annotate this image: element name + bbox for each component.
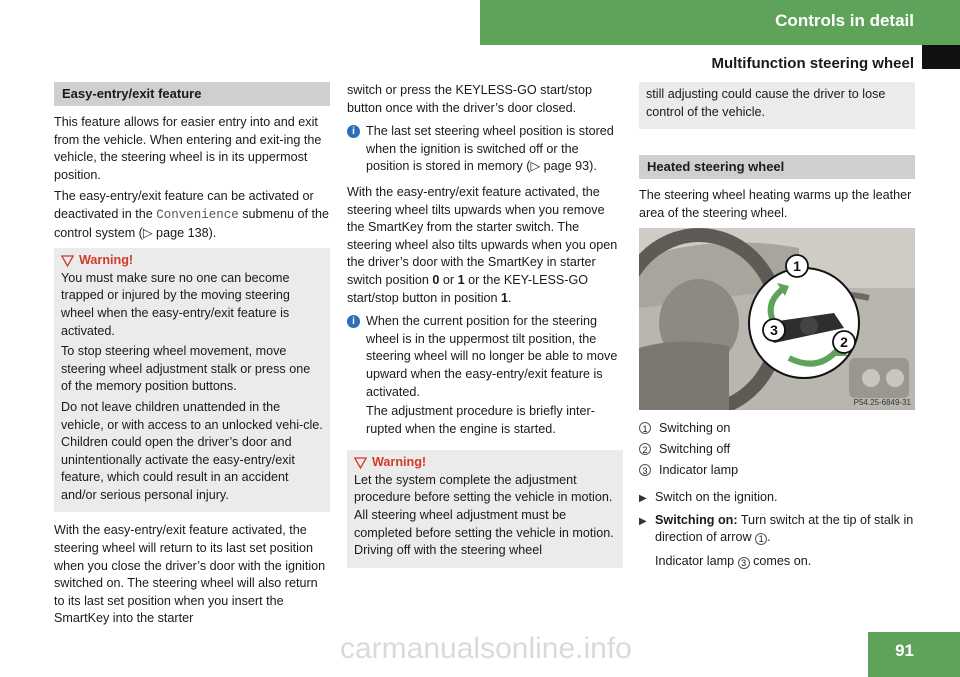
step-arrow-icon: ▶	[639, 493, 647, 505]
warning-heading	[61, 252, 323, 270]
step	[639, 512, 915, 575]
photo-reference: P54.25-6849-31	[853, 398, 911, 408]
paragraph: The steering wheel heating warms up the leather area of the steering wheel.	[639, 188, 912, 220]
legend-item	[639, 420, 915, 438]
warning-text: You must make sure no one can become trapped or injured by the moving steering wheel when the easy-entry/exit feature is activated.	[61, 270, 290, 338]
subsection-title: Multifunction steering wheel	[711, 55, 914, 72]
page-reference: submenu of the control system (▷ page 138).	[54, 206, 330, 240]
step-body	[655, 512, 915, 575]
section-heading-heated-wheel: Heated steering wheel	[639, 155, 915, 179]
paragraph: switch or press the KEYLESS-GO start/stop button once with the driver’s door closed.	[347, 83, 592, 115]
step	[639, 489, 915, 508]
warning-triangle-icon	[354, 457, 367, 469]
legend-text: Switching off	[659, 441, 731, 456]
step-text	[655, 512, 915, 547]
callout-2: 2	[840, 334, 848, 351]
info-icon: i	[347, 125, 360, 138]
legend-item	[639, 462, 915, 480]
switch-position: 1	[501, 290, 509, 305]
menu-name: Convenience	[156, 207, 239, 222]
column-2	[347, 82, 623, 578]
paragraph: With the easy-entry/exit feature activated, the steering wheel will return to its last set position when you close the driver’s door with the ignition switched on. The steering wheel will also return to its last set position when you insert the SmartKey into the starter	[54, 523, 326, 626]
warning-text: Let the system complete the adjustment procedure before setting the vehicle in motion. All steering wheel adjustment must be completed before setting the vehicle in motion. Driving off with the steering wheel	[354, 472, 614, 558]
text-run: Turn switch at the tip of stalk in direction of arrow	[655, 512, 914, 545]
text-run: .	[767, 530, 771, 545]
legend-text: Indicator lamp	[659, 462, 739, 477]
info-text: The adjustment procedure is briefly inter-rupted when the engine is started.	[366, 404, 595, 436]
watermark: carmanualsonline.info	[340, 632, 632, 665]
text-run: or the KEY-LESS-GO start/stop button in position	[347, 272, 589, 305]
text-run: With the easy-entry/exit feature activated, the steering wheel tilts upwards when you remove the SmartKey from the starter switch. The steering wheel also tilts upwards when you open the driver’s door with the SmartKey in starter switch position	[347, 184, 618, 287]
inline-callout: 3	[738, 557, 750, 569]
step-text: Switch on the ignition.	[655, 490, 778, 505]
info-icon: i	[347, 315, 360, 328]
legend-text: Switching on	[659, 421, 731, 436]
warning-box-continued	[639, 82, 915, 129]
info-text: When the current position for the steering wheel is in the uppermost tilt position, the steering wheel will no longer be able to move upward when the easy-entry/exit feature is activated.	[366, 314, 618, 399]
text-run: or	[439, 272, 458, 287]
page-number: 91	[868, 632, 960, 677]
callout-1: 1	[793, 258, 801, 275]
column-3	[639, 82, 915, 578]
info-note	[347, 123, 623, 178]
warning-triangle-icon	[61, 255, 74, 267]
warning-box	[54, 248, 330, 512]
text-run: comes on.	[749, 553, 812, 568]
section-header	[480, 0, 960, 45]
warning-title: Warning!	[79, 253, 134, 268]
paragraph: This feature allows for easier entry into and exit from the vehicle. When entering and exit-ing the vehicle, the steering wheel is in its uppermost position.	[54, 115, 322, 182]
step-text	[655, 553, 915, 571]
warning-box	[347, 450, 623, 568]
steering-wheel-photo	[639, 228, 915, 410]
legend-number: 1	[639, 422, 651, 434]
switch-position: 0	[432, 272, 440, 287]
info-note	[347, 313, 623, 440]
step-arrow-icon: ▶	[639, 515, 647, 527]
header-tab-marker	[922, 45, 960, 69]
steering-wheel-illustration	[639, 228, 915, 410]
column-1	[54, 82, 330, 632]
legend-item	[639, 441, 915, 459]
text-run: .	[508, 290, 512, 305]
info-text: The last set steering wheel position is stored when the ignition is switched off or the position is stored in memory (▷ page 93).	[366, 124, 614, 174]
inline-callout: 1	[755, 533, 767, 545]
warning-title: Warning!	[372, 455, 427, 470]
paragraph	[347, 184, 623, 307]
step-label: Switching on:	[655, 512, 738, 527]
callout-3: 3	[770, 322, 778, 339]
warning-text: still adjusting could cause the driver to lose control of the vehicle.	[646, 87, 886, 119]
warning-text: To stop steering wheel movement, move steering wheel adjustment stalk or press one of the memory position buttons.	[61, 344, 311, 394]
section-heading-easy-entry: Easy-entry/exit feature	[54, 82, 330, 106]
warning-text: Do not leave children unattended in the vehicle, or with access to an unlocked vehi-cle. Children could open the driver’s door and unintentionally activate the easy-entry/exit feature, which could result in an accident and/or serious personal injury.	[61, 399, 323, 502]
text-run: The easy-entry/exit feature can be activated or deactivated in the	[54, 189, 314, 221]
warning-heading	[354, 454, 616, 472]
legend-number: 2	[639, 443, 651, 455]
text-run: Indicator lamp	[655, 553, 738, 568]
paragraph	[54, 188, 330, 242]
section-title: Controls in detail	[775, 11, 914, 30]
legend-number: 3	[639, 464, 651, 476]
switch-position: 1	[457, 272, 465, 287]
